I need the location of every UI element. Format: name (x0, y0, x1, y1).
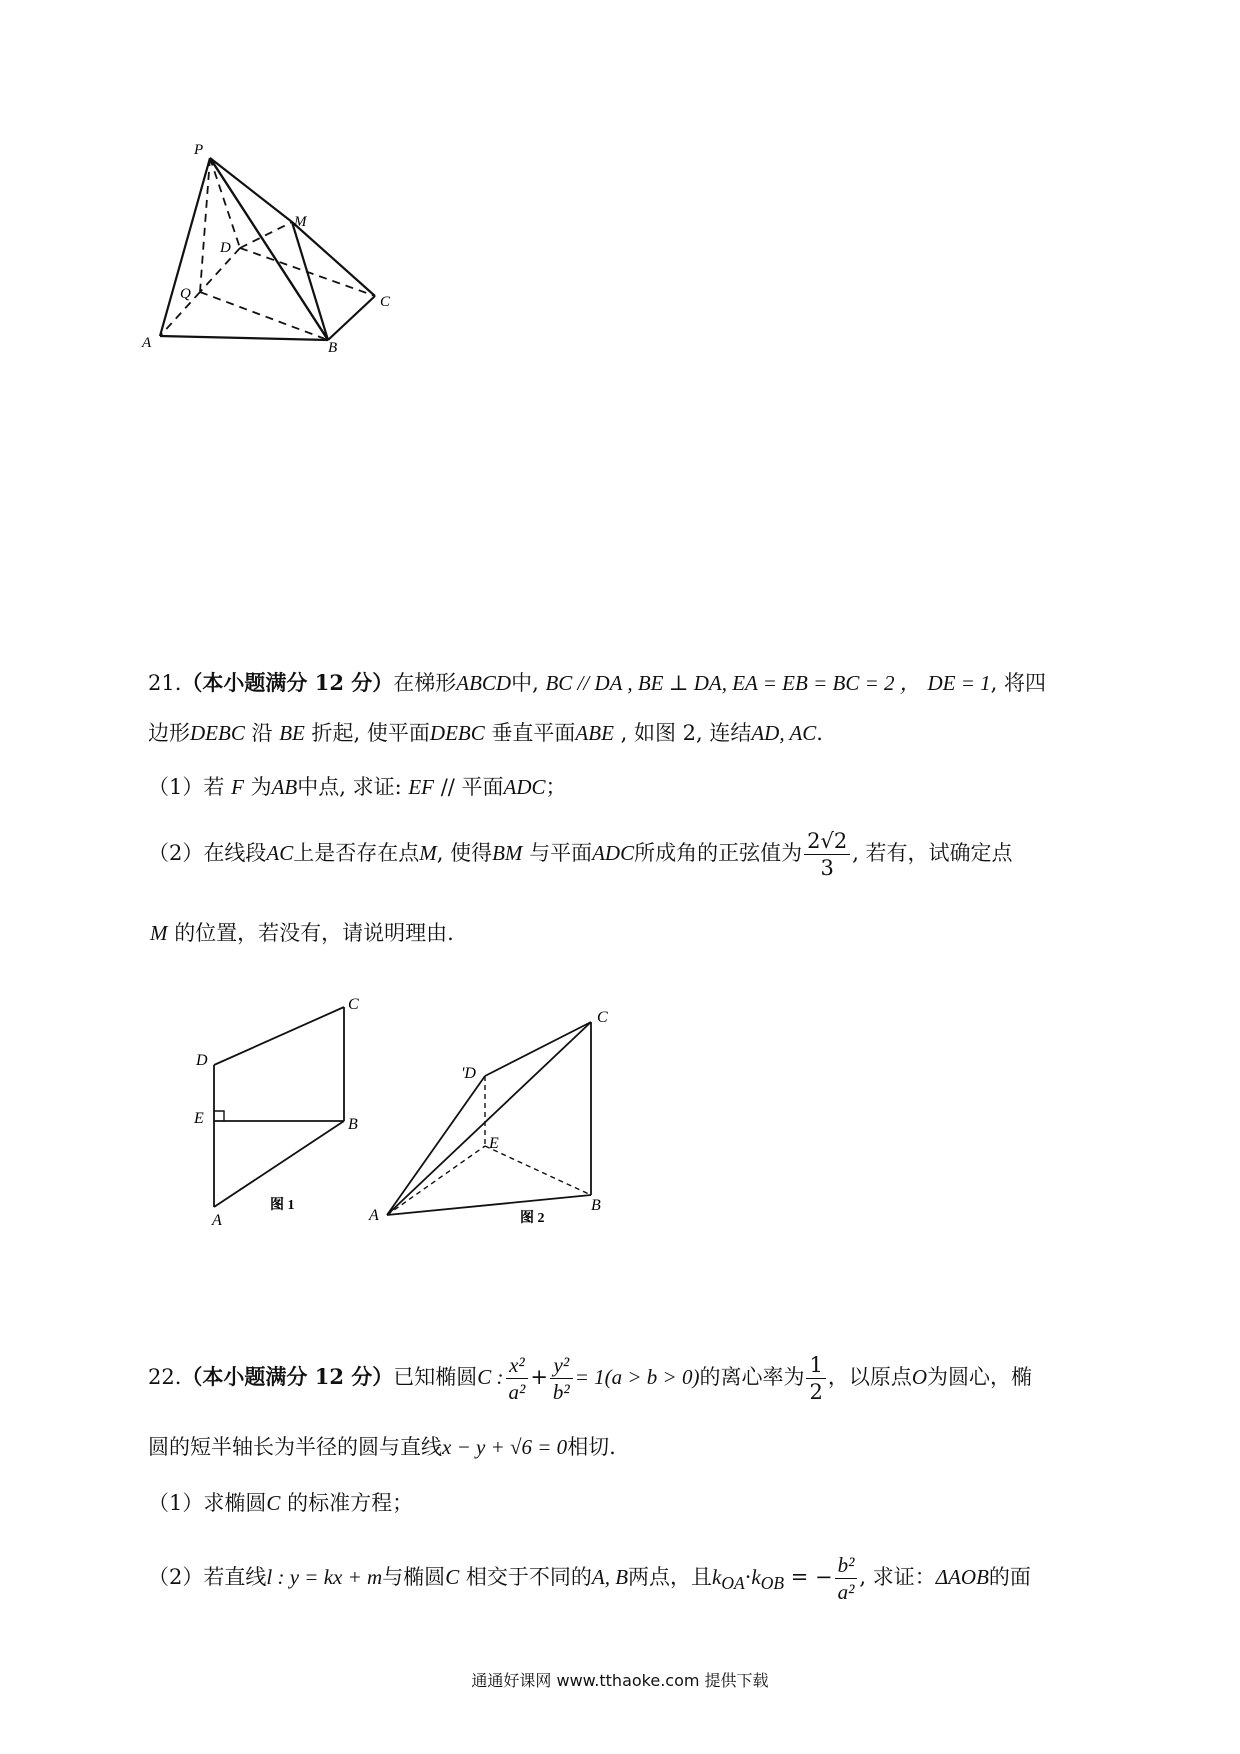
q22-math: = − (790, 1565, 833, 1589)
q22-math: O (911, 1365, 928, 1389)
q21-text: 沿 (251, 721, 273, 745)
q22-math: C : (477, 1365, 504, 1389)
fraction-denominator: a² (837, 1580, 855, 1604)
fig1-caption: 图 1 (270, 1198, 295, 1213)
q21-part2-cont (150, 918, 454, 948)
fraction-denominator: 2 (809, 1380, 823, 1404)
q22-part2 (148, 1552, 1031, 1605)
q22-math: ΔAOB (935, 1565, 989, 1589)
q21-line1 (148, 668, 1046, 698)
q22-text: 相交于不同的 (465, 1565, 592, 1589)
q21-score: （本小题满分 12 分） (181, 670, 394, 695)
q21-text: , 将四 (990, 671, 1046, 695)
q22-math: + (530, 1365, 548, 1389)
fig2-caption: 图 2 (520, 1211, 545, 1226)
q22-text: ，以原点 (827, 1365, 912, 1389)
q21-text: // 平面 (440, 775, 504, 799)
q21-number: 21. (148, 671, 182, 695)
q21-math: BE (279, 721, 305, 745)
fig1-label-C: C (348, 996, 359, 1013)
q22-number: 22. (148, 1365, 182, 1389)
figure-1 (190, 995, 370, 1230)
q22-text: 的离心率为 (699, 1365, 805, 1389)
q22-math: k (712, 1565, 722, 1589)
label-C: C (380, 294, 391, 310)
q21-math: M (419, 841, 437, 865)
q22-text: 与椭圆 (382, 1565, 446, 1589)
q21-text: 中点, 求证: (297, 775, 402, 799)
q21-math: EF (408, 775, 435, 799)
label-B: B (328, 340, 338, 356)
q21-text: , 若有，试确定点 (852, 841, 1013, 865)
q21-math: DEBC (429, 721, 485, 745)
page-footer: 通通好课网 www.tthaoke.com 提供下载 (471, 1671, 769, 1690)
fig2-label-E: E (489, 1135, 499, 1152)
q22-part1 (148, 1488, 413, 1518)
fig2-label-C: C (597, 1009, 608, 1026)
q21-text: , 如图 2, 连结 (620, 721, 752, 745)
q21-math: ADC (592, 841, 635, 865)
label-A: A (142, 335, 152, 351)
q22-text: 两点，且 (628, 1565, 713, 1589)
q21-text: 与平面 (529, 841, 593, 865)
sine-value-fraction (804, 828, 850, 881)
q21-math: AB (271, 775, 298, 799)
q21-text: ； (545, 775, 567, 799)
q21-math: F (231, 775, 244, 799)
q22-text: 的标准方程； (287, 1491, 414, 1515)
q22-text: （2）若直线 (148, 1565, 267, 1589)
fig2-label-D: 'D (461, 1065, 476, 1082)
q21-part1 (148, 772, 567, 802)
q21-text: 所成角的正弦值为 (634, 841, 803, 865)
fraction-denominator: 3 (820, 856, 834, 880)
q22-line2 (148, 1432, 616, 1462)
q21-math: ABE (575, 721, 614, 745)
q22-math: A, B (591, 1565, 629, 1589)
fraction-denominator: b² (552, 1380, 570, 1404)
eccentricity-fraction (806, 1352, 825, 1405)
q22-math: x − y + √6 = 0 (442, 1435, 568, 1459)
q22-text: 相切. (567, 1435, 616, 1459)
q21-text: （2）在线段 (148, 841, 267, 865)
q22-math: = 1(a > b > 0) (574, 1365, 700, 1389)
q21-math: M (150, 921, 168, 945)
fig1-label-B: B (348, 1116, 358, 1133)
q21-math: DE = 1 (927, 671, 991, 695)
fraction-numerator: 1 (806, 1352, 825, 1379)
q22-text: 为圆心，椭 (927, 1365, 1033, 1389)
q21-math: ADC (503, 775, 546, 799)
fraction-numerator: x² (506, 1352, 529, 1379)
x-fraction (506, 1352, 529, 1405)
q21-math: ABCD (456, 671, 512, 695)
q21-math: BC // DA , BE ⊥ DA, EA = EB = BC = 2 ， (545, 671, 921, 695)
q21-math: AD, AC (751, 721, 817, 745)
y-fraction (550, 1352, 573, 1405)
q22-text: 的面 (988, 1565, 1031, 1589)
q21-text: 折起, 使平面 (311, 721, 430, 745)
q22-math: · (744, 1565, 752, 1589)
q21-text: 中, (511, 671, 539, 695)
q22-text: （1）求椭圆 (148, 1491, 267, 1515)
q21-text: 为 (250, 775, 272, 799)
q21-math: AC (266, 841, 294, 865)
pyramid-figure (140, 140, 460, 400)
label-Q: Q (180, 286, 191, 302)
q21-part2 (148, 828, 1013, 881)
label-D: D (220, 240, 231, 256)
q22-math: l : y = kx + m (266, 1565, 383, 1589)
q21-text: 边形 (148, 721, 190, 745)
q22-text: , 求证： (859, 1565, 936, 1589)
fraction-numerator: y² (550, 1352, 573, 1379)
q22-score: （本小题满分 12 分） (181, 1364, 394, 1389)
fig2-label-B: B (591, 1197, 601, 1214)
label-P: P (194, 142, 204, 158)
q22-math: OB (760, 1573, 785, 1594)
fraction-numerator: b² (835, 1552, 858, 1579)
fraction-denominator: a² (508, 1380, 526, 1404)
q21-text: 垂直平面 (491, 721, 576, 745)
q22-math: OA (721, 1573, 745, 1594)
q22-text: 已知椭圆 (393, 1365, 478, 1389)
fig1-label-E: E (194, 1110, 204, 1127)
q21-text: （1）若 (148, 775, 225, 799)
q22-math: k (751, 1565, 761, 1589)
q21-line2 (148, 718, 823, 748)
q21-math: BM (492, 841, 523, 865)
q21-text: 在梯形 (393, 671, 457, 695)
q21-text: , 使得 (436, 841, 493, 865)
slope-product-fraction (835, 1552, 858, 1605)
figure-2 (365, 1000, 625, 1230)
q21-text: . (816, 721, 823, 745)
q21-text: 上是否存在点 (293, 841, 420, 865)
fraction-numerator: 2√2 (804, 828, 850, 855)
q21-math: DEBC (190, 721, 245, 745)
q22-line1 (148, 1352, 1032, 1405)
fig1-label-A: A (212, 1212, 222, 1229)
fig1-label-D: D (196, 1052, 208, 1069)
q22-math: C (266, 1491, 281, 1515)
q22-math: C (445, 1565, 460, 1589)
q21-text: 的位置，若没有，请说明理由. (174, 921, 454, 945)
fig2-label-A: A (369, 1207, 379, 1224)
q22-text: 圆的短半轴长为半径的圆与直线 (148, 1435, 442, 1459)
label-M: M (294, 214, 307, 230)
